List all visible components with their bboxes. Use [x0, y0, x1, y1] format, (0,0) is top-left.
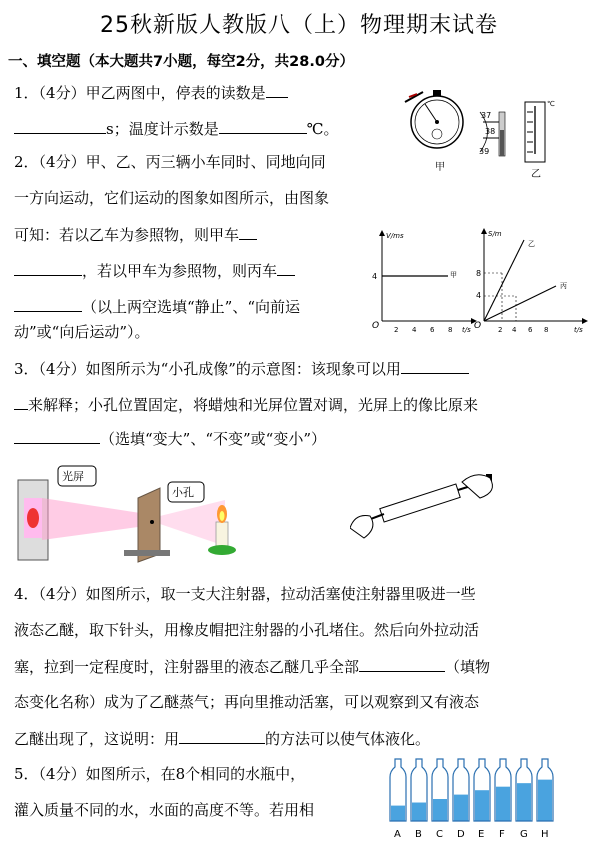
svg-text:8: 8	[448, 326, 453, 334]
fig-label-yi: 乙	[531, 169, 541, 180]
water-level-g	[517, 783, 531, 821]
bottle-h	[537, 759, 553, 840]
svg-text:2: 2	[498, 326, 503, 334]
q5-line1: 5．（4分）如图所示，在8个相同的水瓶中，	[14, 765, 306, 783]
q1-line1: 1．（4分）甲乙两图中，停表的读数是	[14, 82, 288, 103]
q1-blank1-cont[interactable]	[14, 118, 106, 134]
bottle-label: B	[415, 829, 422, 840]
syringe-icon	[350, 474, 492, 538]
water-level-h	[538, 780, 552, 821]
st-graph	[472, 226, 594, 334]
q4-line2: 液态乙醚，取下针头，用橡皮帽把注射器的小孔堵住。然后向外拉动活	[14, 621, 480, 639]
q4-line3: 塞，拉到一定程度时，注射器里的液态乙醚几乎全部 （填物	[14, 658, 491, 676]
svg-text:S/m: S/m	[488, 230, 502, 238]
svg-text:4: 4	[476, 291, 482, 300]
q2-line4: ，若以甲车为参照物，则丙车	[14, 260, 295, 281]
q2-line1: 2．（4分）甲、乙、丙三辆小车同时、同地向同	[14, 153, 326, 171]
q2-line6: 动”或“向后运动”）。	[14, 323, 150, 341]
bottle-b	[411, 759, 427, 840]
svg-text:O: O	[474, 321, 482, 331]
pinhole-figure	[10, 458, 260, 568]
svg-text:2: 2	[394, 326, 399, 334]
q4-blank2[interactable]	[179, 728, 265, 744]
bottle-label: H	[541, 829, 549, 840]
svg-text:8: 8	[476, 269, 482, 278]
q4-line5: 乙醚出现了，这说明：用 的方法可以使气体液化。	[14, 730, 431, 748]
bottle-label: D	[457, 829, 465, 840]
section-heading: 一、填空题（本大题共7小题，每空2分，共28.0分）	[8, 54, 354, 70]
svg-text:37: 37	[481, 111, 492, 120]
svg-text:4: 4	[372, 272, 378, 281]
thermometer-icon	[479, 100, 555, 162]
q3-line3: （选填“变大”、“不变”或“变小”）	[14, 428, 326, 449]
bottle-label: F	[499, 829, 505, 840]
water-level-f	[496, 787, 510, 821]
svg-text:6: 6	[528, 326, 533, 334]
water-level-e	[475, 790, 489, 821]
water-level-c	[433, 799, 447, 821]
q3-line1: 3．（4分）如图所示为“小孔成像”的示意图：该现象可以用	[14, 358, 469, 379]
q4-blank1[interactable]	[359, 656, 445, 672]
svg-text:O: O	[372, 321, 380, 331]
svg-text:乙: 乙	[528, 240, 535, 248]
q2-blank2-cont[interactable]	[14, 296, 82, 312]
bottle-g	[516, 759, 532, 840]
q2-line2: 一方向运动，它们运动的图象如图所示，由图象	[14, 189, 330, 207]
q3-blank2[interactable]	[14, 428, 100, 444]
svg-text:℃: ℃	[547, 100, 555, 108]
bottle-d	[453, 759, 469, 840]
svg-text:4: 4	[412, 326, 417, 334]
bottle-a	[390, 759, 406, 840]
svg-text:6: 6	[430, 326, 435, 334]
bottles-figure	[384, 755, 564, 853]
svg-text:8: 8	[544, 326, 549, 334]
q4-line1: 4．（4分）如图所示，取一支大注射器，拉动活塞使注射器里吸进一些	[14, 585, 476, 603]
q5-line2: 灌入质量不同的水，水面的高度不等。若用相	[14, 801, 315, 819]
fig-label-jia: 甲	[435, 162, 445, 173]
bottle-label: G	[520, 829, 528, 840]
vt-graph	[368, 226, 480, 334]
water-level-b	[412, 803, 426, 821]
water-level-a	[391, 806, 405, 821]
label-screen: 光屏	[62, 470, 84, 483]
svg-text:V/ms: V/ms	[386, 232, 404, 240]
q1-figure	[395, 82, 595, 182]
q2-line5: （以上两空选填“静止”、“向前运	[14, 296, 300, 317]
syringe-figure	[350, 468, 500, 548]
svg-text:t/s: t/s	[462, 326, 471, 334]
q1-blank1[interactable]	[266, 82, 288, 98]
q4-line4: 态变化名称）成为了乙醚蒸气；再向里推动活塞，可以观察到又有液态	[14, 693, 480, 711]
svg-text:丙: 丙	[560, 282, 567, 290]
q3-line2: 来解释；小孔位置固定，将蜡烛和光屏位置对调，光屏上的像比原来	[14, 394, 478, 415]
q3-blank1[interactable]	[401, 358, 469, 374]
bottle-e	[474, 759, 490, 840]
q3-blank1-cont[interactable]	[14, 394, 28, 410]
label-hole: 小孔	[172, 486, 194, 499]
water-level-d	[454, 795, 468, 821]
stopwatch-icon	[405, 90, 463, 148]
bottle-label: A	[394, 829, 401, 840]
svg-text:t/s: t/s	[574, 326, 583, 334]
bottle-f	[495, 759, 511, 840]
bottle-c	[432, 759, 448, 840]
bottle-label: E	[478, 829, 485, 840]
q2-blank2[interactable]	[277, 260, 295, 276]
svg-text:38: 38	[485, 127, 496, 136]
q2-line3: 可知：若以乙车为参照物，则甲车	[14, 224, 257, 245]
bottle-label: C	[436, 829, 443, 840]
q2-blank1[interactable]	[239, 224, 257, 240]
page-title: 25秋新版人教版八（上）物理期末试卷	[100, 13, 498, 38]
q2-blank1-cont[interactable]	[14, 260, 82, 276]
svg-text:4: 4	[512, 326, 517, 334]
svg-text:甲: 甲	[450, 271, 457, 279]
q1-blank2[interactable]	[219, 118, 307, 134]
svg-text:39: 39	[479, 147, 490, 156]
q1-line2: s；温度计示数是 ℃。	[14, 118, 338, 139]
